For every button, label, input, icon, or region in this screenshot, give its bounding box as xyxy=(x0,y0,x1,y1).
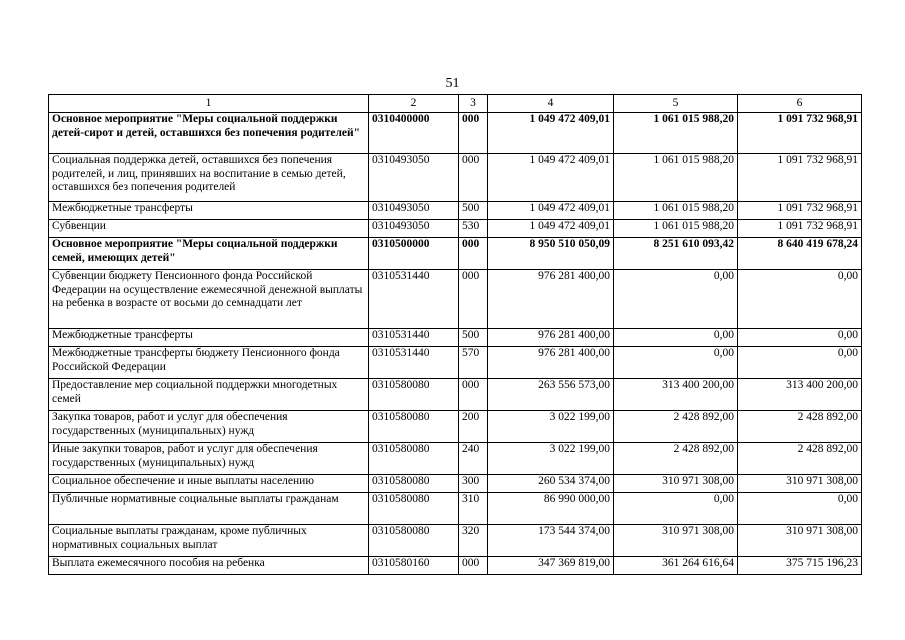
row-value-col6: 0,00 xyxy=(738,329,862,347)
row-value-col6: 375 715 196,23 xyxy=(738,557,862,575)
table-row xyxy=(49,347,862,379)
row-value-col4: 86 990 000,00 xyxy=(488,493,614,525)
table-row xyxy=(49,443,862,475)
row-value-col5: 8 251 610 093,42 xyxy=(614,238,738,270)
row-name: Иные закупки товаров, работ и услуг для обеспечения государственных (муниципальных) нужд xyxy=(49,443,369,475)
row-expense-type: 000 xyxy=(459,557,488,575)
row-value-col5: 361 264 616,64 xyxy=(614,557,738,575)
row-value-col6: 1 091 732 968,91 xyxy=(738,202,862,220)
row-name: Социальные выплаты гражданам, кроме публичных нормативных социальных выплат xyxy=(49,525,369,557)
row-value-col4: 263 556 573,00 xyxy=(488,379,614,411)
table-row xyxy=(49,270,862,329)
row-value-col5: 310 971 308,00 xyxy=(614,475,738,493)
row-value-col4: 976 281 400,00 xyxy=(488,347,614,379)
row-expense-type: 200 xyxy=(459,411,488,443)
row-name: Социальное обеспечение и иные выплаты населению xyxy=(49,475,369,493)
row-name: Межбюджетные трансферты xyxy=(49,202,369,220)
row-value-col4: 1 049 472 409,01 xyxy=(488,154,614,202)
row-name: Предоставление мер социальной поддержки многодетных семей xyxy=(49,379,369,411)
row-name: Основное мероприятие "Меры социальной поддержки детей-сирот и детей, оставшихся без попечения родителей" xyxy=(49,113,369,154)
table-header-row xyxy=(49,95,862,113)
row-value-col5: 0,00 xyxy=(614,270,738,329)
row-value-col6: 310 971 308,00 xyxy=(738,475,862,493)
row-expense-type: 530 xyxy=(459,220,488,238)
row-value-col4: 3 022 199,00 xyxy=(488,411,614,443)
row-expense-type: 500 xyxy=(459,202,488,220)
column-header: 3 xyxy=(459,95,488,113)
budget-table xyxy=(48,94,862,575)
row-value-col4: 1 049 472 409,01 xyxy=(488,202,614,220)
row-name: Субвенции бюджету Пенсионного фонда Российской Федерации на осуществление ежемесячной денежной выплаты на ребенка в возрасте от восьми до семнадцати лет xyxy=(49,270,369,329)
row-code: 0310531440 xyxy=(369,329,459,347)
row-value-col6: 310 971 308,00 xyxy=(738,525,862,557)
column-header: 1 xyxy=(49,95,369,113)
table-row xyxy=(49,202,862,220)
column-header: 6 xyxy=(738,95,862,113)
row-value-col6: 0,00 xyxy=(738,347,862,379)
row-expense-type: 000 xyxy=(459,154,488,202)
row-value-col6: 2 428 892,00 xyxy=(738,411,862,443)
row-code: 0310580080 xyxy=(369,525,459,557)
row-value-col5: 310 971 308,00 xyxy=(614,525,738,557)
table-row xyxy=(49,475,862,493)
row-value-col6: 8 640 419 678,24 xyxy=(738,238,862,270)
row-value-col4: 1 049 472 409,01 xyxy=(488,220,614,238)
row-code: 0310580080 xyxy=(369,411,459,443)
row-expense-type: 000 xyxy=(459,270,488,329)
row-value-col5: 2 428 892,00 xyxy=(614,443,738,475)
row-code: 0310400000 xyxy=(369,113,459,154)
row-value-col6: 313 400 200,00 xyxy=(738,379,862,411)
row-value-col4: 260 534 374,00 xyxy=(488,475,614,493)
row-code: 0310500000 xyxy=(369,238,459,270)
column-header: 4 xyxy=(488,95,614,113)
row-code: 0310580080 xyxy=(369,379,459,411)
row-value-col6: 2 428 892,00 xyxy=(738,443,862,475)
table-row xyxy=(49,238,862,270)
row-name: Публичные нормативные социальные выплаты гражданам xyxy=(49,493,369,525)
row-value-col5: 313 400 200,00 xyxy=(614,379,738,411)
row-code: 0310493050 xyxy=(369,154,459,202)
row-value-col4: 3 022 199,00 xyxy=(488,443,614,475)
table-row xyxy=(49,329,862,347)
column-header: 2 xyxy=(369,95,459,113)
table-row xyxy=(49,493,862,525)
row-code: 0310580080 xyxy=(369,475,459,493)
row-name: Межбюджетные трансферты бюджету Пенсионного фонда Российской Федерации xyxy=(49,347,369,379)
row-code: 0310493050 xyxy=(369,220,459,238)
row-code: 0310531440 xyxy=(369,347,459,379)
row-value-col6: 0,00 xyxy=(738,493,862,525)
table-row xyxy=(49,154,862,202)
table-row xyxy=(49,113,862,154)
table-row xyxy=(49,525,862,557)
row-value-col4: 173 544 374,00 xyxy=(488,525,614,557)
row-code: 0310580080 xyxy=(369,493,459,525)
table-row xyxy=(49,220,862,238)
row-expense-type: 310 xyxy=(459,493,488,525)
row-name: Межбюджетные трансферты xyxy=(49,329,369,347)
row-value-col5: 0,00 xyxy=(614,347,738,379)
row-value-col6: 0,00 xyxy=(738,270,862,329)
row-value-col5: 1 061 015 988,20 xyxy=(614,113,738,154)
row-code: 0310580080 xyxy=(369,443,459,475)
row-value-col4: 976 281 400,00 xyxy=(488,270,614,329)
row-code: 0310580160 xyxy=(369,557,459,575)
row-value-col5: 0,00 xyxy=(614,493,738,525)
row-value-col4: 8 950 510 050,09 xyxy=(488,238,614,270)
row-value-col6: 1 091 732 968,91 xyxy=(738,220,862,238)
row-expense-type: 240 xyxy=(459,443,488,475)
row-value-col5: 1 061 015 988,20 xyxy=(614,154,738,202)
row-name: Выплата ежемесячного пособия на ребенка xyxy=(49,557,369,575)
row-expense-type: 300 xyxy=(459,475,488,493)
row-value-col5: 1 061 015 988,20 xyxy=(614,202,738,220)
row-expense-type: 500 xyxy=(459,329,488,347)
row-value-col6: 1 091 732 968,91 xyxy=(738,113,862,154)
row-value-col5: 0,00 xyxy=(614,329,738,347)
row-value-col5: 1 061 015 988,20 xyxy=(614,220,738,238)
row-expense-type: 320 xyxy=(459,525,488,557)
row-expense-type: 570 xyxy=(459,347,488,379)
row-expense-type: 000 xyxy=(459,238,488,270)
column-header: 5 xyxy=(614,95,738,113)
row-expense-type: 000 xyxy=(459,113,488,154)
row-name: Субвенции xyxy=(49,220,369,238)
row-expense-type: 000 xyxy=(459,379,488,411)
row-value-col4: 1 049 472 409,01 xyxy=(488,113,614,154)
row-code: 0310493050 xyxy=(369,202,459,220)
table-row xyxy=(49,379,862,411)
row-value-col4: 976 281 400,00 xyxy=(488,329,614,347)
row-name: Социальная поддержка детей, оставшихся без попечения родителей, и лиц, принявших на воспитание в семью детей, оставшихся без попечения родителей xyxy=(49,154,369,202)
page-number: 51 xyxy=(445,76,460,91)
row-value-col6: 1 091 732 968,91 xyxy=(738,154,862,202)
row-code: 0310531440 xyxy=(369,270,459,329)
row-name: Основное мероприятие "Меры социальной поддержки семей, имеющих детей" xyxy=(49,238,369,270)
table-row xyxy=(49,411,862,443)
table-row xyxy=(49,557,862,575)
row-value-col4: 347 369 819,00 xyxy=(488,557,614,575)
row-name: Закупка товаров, работ и услуг для обеспечения государственных (муниципальных) нужд xyxy=(49,411,369,443)
row-value-col5: 2 428 892,00 xyxy=(614,411,738,443)
